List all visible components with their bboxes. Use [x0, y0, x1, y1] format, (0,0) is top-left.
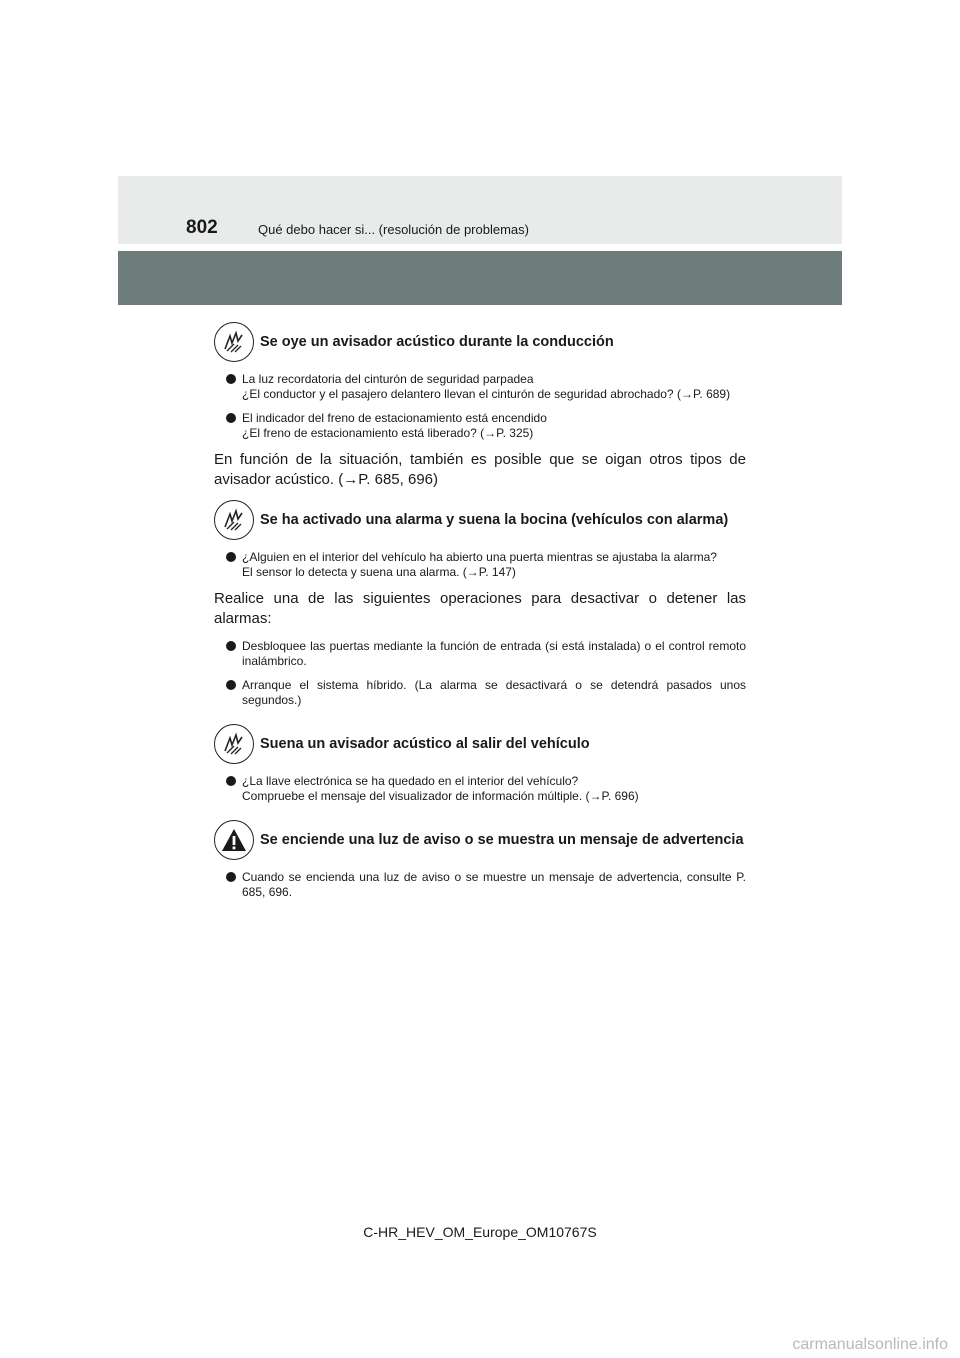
sound-wave-icon — [214, 500, 254, 540]
watermark[interactable]: carmanualsonline.info — [792, 1336, 948, 1353]
bullet-line: ¿Alguien en el interior del vehículo ha abierto una puerta mientras se ajustaba la alarma? — [242, 550, 717, 564]
list-item — [214, 774, 746, 804]
bullet-line: Arranque el sistema híbrido. (La alarma se desactivará o se detendrá pasados unos segundos.) — [242, 678, 746, 707]
bullet-line: Compruebe el mensaje del visualizador de información múltiple. (→P. 696) — [242, 789, 639, 803]
bullet-line: ¿El conductor y el pasajero delantero llevan el cinturón de seguridad abrochado? (→P. 689) — [242, 387, 731, 401]
bullet-line: ¿El freno de estacionamiento está liberado? (→P. 325) — [242, 426, 534, 440]
list-item — [214, 678, 746, 708]
section-alarm — [214, 500, 746, 708]
list-item — [214, 372, 746, 402]
section-title: Se ha activado una alarma y suena la bocina (vehículos con alarma) — [260, 511, 729, 528]
bullet-line: Desbloquee las puertas mediante la función de entrada (si está instalada) o el control remoto inalámbrico. — [242, 639, 746, 668]
section-banner — [118, 251, 842, 305]
list-item — [214, 870, 746, 900]
section-exit-sound — [214, 724, 746, 804]
section-title: Suena un avisador acústico al salir del vehículo — [260, 735, 590, 752]
section-heading — [214, 322, 746, 362]
bullet-icon — [226, 374, 236, 384]
section-heading — [214, 500, 746, 540]
warning-triangle-icon — [214, 820, 254, 860]
list-item — [214, 550, 746, 580]
content — [214, 322, 746, 909]
page-number: 802 — [186, 217, 218, 238]
bullet-line: ¿La llave electrónica se ha quedado en el interior del vehículo? — [242, 774, 579, 788]
section-heading — [214, 724, 746, 764]
bullet-line: El sensor lo detecta y suena una alarma. (→P. 147) — [242, 565, 516, 579]
bullet-icon — [226, 552, 236, 562]
bullet-icon — [226, 872, 236, 882]
bullet-icon — [226, 680, 236, 690]
bullet-icon — [226, 641, 236, 651]
section-title: Se enciende una luz de aviso o se muestra un mensaje de advertencia — [260, 831, 744, 848]
bullet-line: El indicador del freno de estacionamiento está encendido — [242, 411, 547, 425]
bullet-line: Cuando se encienda una luz de aviso o se muestre un mensaje de advertencia, consulte P. 685, 696. — [242, 870, 746, 899]
bullet-icon — [226, 413, 236, 423]
document-id: C-HR_HEV_OM_Europe_OM10767S — [363, 1224, 597, 1240]
section-warning-light — [214, 820, 746, 900]
sound-wave-icon — [214, 322, 254, 362]
section-title: Se oye un avisador acústico durante la conducción — [260, 333, 614, 350]
paragraph: Realice una de las siguientes operaciones para desactivar o detener las alarmas: — [214, 590, 746, 627]
chapter-title: Qué debo hacer si... (resolución de problemas) — [258, 222, 529, 237]
sound-wave-icon — [214, 724, 254, 764]
list-item — [214, 639, 746, 669]
section-seatbelt-sound — [214, 322, 746, 490]
list-item — [214, 411, 746, 441]
bullet-icon — [226, 776, 236, 786]
paragraph: En función de la situación, también es posible que se oigan otros tipos de avisador acústico. (→P. 685, 696) — [214, 451, 746, 488]
bullet-line: La luz recordatoria del cinturón de seguridad parpadea — [242, 372, 534, 386]
section-heading — [214, 820, 746, 860]
